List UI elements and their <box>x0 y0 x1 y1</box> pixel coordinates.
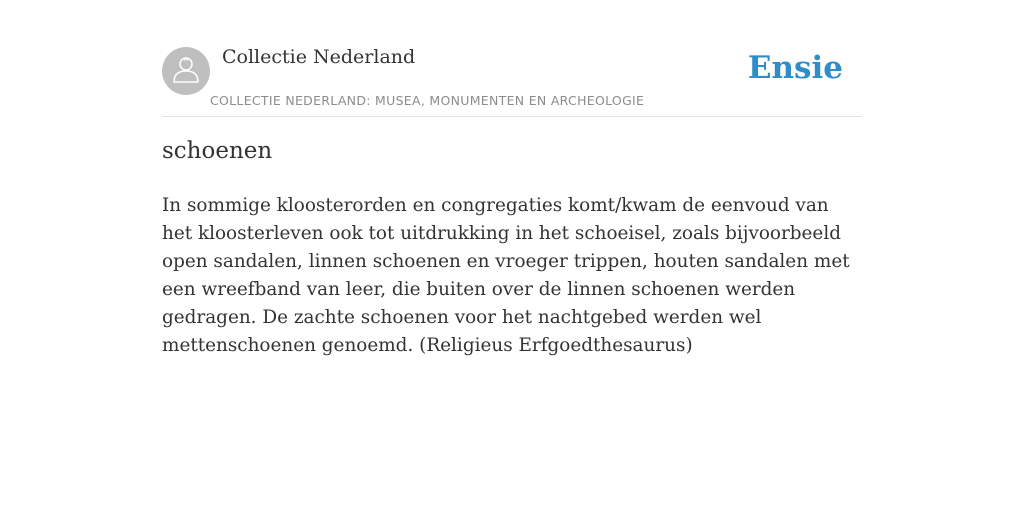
user-placeholder-icon <box>171 54 201 89</box>
brand-logo[interactable]: Ensie <box>747 50 843 86</box>
entry-header <box>162 40 862 117</box>
source-label[interactable]: COLLECTIE NEDERLAND: MUSEA, MONUMENTEN EN ARCHEOLOGIE <box>210 93 645 108</box>
entry-body: In sommige kloosterorden en congregaties komt/kwam de eenvoud van het kloosterleven ook tot uitdrukking in het schoeisel, zoals bijvoorbeeld open sandalen, linnen schoenen en vroeger trippen, houten sandalen met een wreefband van leer, die buiten over de linnen schoenen werden gedragen. De zachte schoenen voor het nachtgebed werden wel mettenschoenen genoemd. (Religieus Erfgoedthesaurus) <box>162 195 850 356</box>
author-name[interactable]: Collectie Nederland <box>222 46 416 68</box>
entry-title: schoenen <box>162 138 273 164</box>
avatar[interactable] <box>162 47 210 95</box>
